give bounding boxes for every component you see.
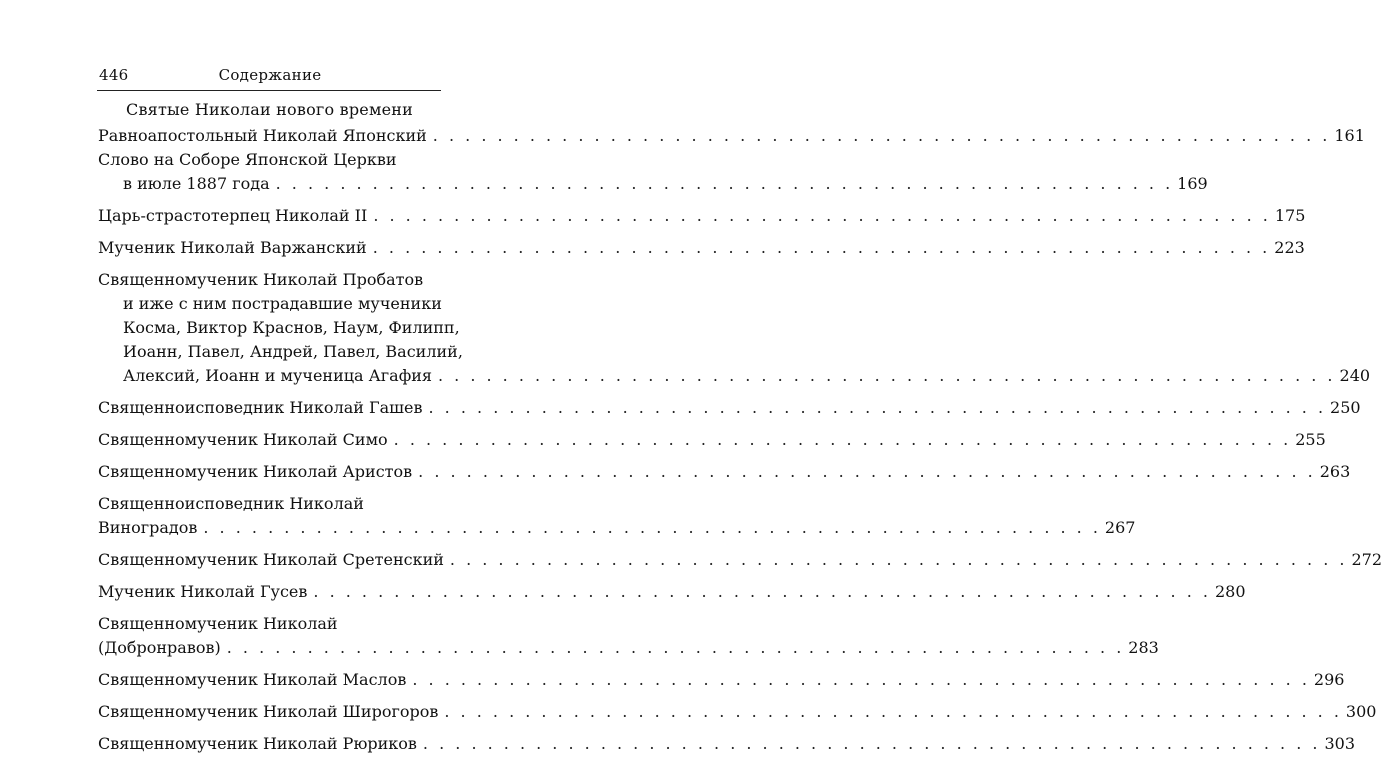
toc-entry-line bbox=[98, 428, 1326, 452]
dot-leader: . . . . . . . . . . . . . . . . . . . . . . . . . . . . . . . . . . . . . . . . . . . . . . . . . . . . . . . . bbox=[373, 206, 1271, 225]
toc-entry-line bbox=[98, 292, 443, 316]
toc-page-number: 283 bbox=[1128, 638, 1159, 657]
toc-entry-line bbox=[98, 668, 1345, 692]
toc-entry-title: Священномученик Николай Симо bbox=[98, 430, 388, 449]
toc-entry bbox=[98, 148, 1208, 196]
toc-entry-title: Равноапостольный Николай Японский bbox=[98, 126, 427, 145]
toc-entry-line bbox=[98, 204, 1306, 228]
toc-entry-line bbox=[98, 612, 443, 636]
dot-leader: . . . . . . . . . . . . . . . . . . . . . . . . . . . . . . . . . . . . . . . . . . . . . . . . . . . . . . . . bbox=[393, 430, 1292, 449]
toc-entry bbox=[98, 492, 1136, 540]
toc-page-number: 263 bbox=[1319, 462, 1351, 481]
toc-entry-line bbox=[98, 636, 1159, 660]
toc-entry-line bbox=[98, 516, 1136, 540]
toc-page-number: 296 bbox=[1313, 670, 1345, 689]
table-of-contents bbox=[98, 124, 1382, 756]
toc-entry bbox=[98, 732, 1356, 756]
dot-leader: . . . . . . . . . . . . . . . . . . . . . . . . . . . . . . . . . . . . . . . . . . . . . . . . . . . . . . . . bbox=[226, 638, 1125, 657]
toc-page-number: 223 bbox=[1274, 238, 1305, 257]
section-title: Святые Николаи нового времени bbox=[126, 100, 413, 119]
toc-page-number: 169 bbox=[1177, 174, 1208, 193]
toc-entry-title: Алексий, Иоанн и мученица Агафия bbox=[123, 366, 432, 385]
toc-entry bbox=[98, 548, 1382, 572]
toc-entry bbox=[98, 668, 1345, 692]
toc-entry-title: (Добронравов) bbox=[98, 638, 221, 657]
dot-leader: . . . . . . . . . . . . . . . . . . . . . . . . . . . . . . . . . . . . . . . . . . . . . . . . . . . . . . . . bbox=[418, 462, 1316, 481]
dot-leader: . . . . . . . . . . . . . . . . . . . . . . . . . . . . . . . . . . . . . . . . . . . . . . . . . . . . . . . . bbox=[313, 582, 1211, 601]
dot-leader: . . . . . . . . . . . . . . . . . . . . . . . . . . . . . . . . . . . . . . . . . . . . . . . . . . . . . . . . bbox=[449, 550, 1348, 569]
toc-entry-line bbox=[98, 396, 1361, 420]
toc-entry-title: Косма, Виктор Краснов, Наум, Филипп, bbox=[123, 318, 460, 337]
toc-entry bbox=[98, 580, 1246, 604]
toc-entry-line bbox=[98, 732, 1356, 756]
toc-entry-title: Священномученик Николай bbox=[98, 614, 338, 633]
page-number: 446 bbox=[99, 66, 129, 84]
dot-leader: . . . . . . . . . . . . . . . . . . . . . . . . . . . . . . . . . . . . . . . . . . . . . . . . . . . . . . . . bbox=[372, 238, 1271, 257]
toc-entry bbox=[98, 204, 1306, 228]
toc-page-number: 300 bbox=[1345, 702, 1377, 721]
toc-page-number: 303 bbox=[1324, 734, 1356, 753]
toc-page-number: 161 bbox=[1334, 126, 1365, 145]
dot-leader: . . . . . . . . . . . . . . . . . . . . . . . . . . . . . . . . . . . . . . . . . . . . . . . . . . . . . . . . bbox=[275, 174, 1174, 193]
toc-entry bbox=[98, 428, 1326, 452]
toc-page-number: 250 bbox=[1330, 398, 1361, 417]
dot-leader: . . . . . . . . . . . . . . . . . . . . . . . . . . . . . . . . . . . . . . . . . . . . . . . . . . . . . . . . bbox=[203, 518, 1101, 537]
toc-entry-line bbox=[98, 548, 1382, 572]
toc-entry bbox=[98, 396, 1361, 420]
toc-entry-title: и иже с ним пострадавшие мученики bbox=[123, 294, 442, 313]
toc-page-number: 272 bbox=[1351, 550, 1382, 569]
toc-page-number: 267 bbox=[1104, 518, 1136, 537]
toc-entry-title: Священномученик Николай Рюриков bbox=[98, 734, 417, 753]
toc-entry bbox=[98, 700, 1377, 724]
dot-leader: . . . . . . . . . . . . . . . . . . . . . . . . . . . . . . . . . . . . . . . . . . . . . . . . . . . . . . . . bbox=[444, 702, 1342, 721]
toc-entry-line bbox=[98, 460, 1351, 484]
dot-leader: . . . . . . . . . . . . . . . . . . . . . . . . . . . . . . . . . . . . . . . . . . . . . . . . . . . . . . . . bbox=[428, 398, 1327, 417]
toc-entry-title: Священномученик Николай Аристов bbox=[98, 462, 413, 481]
toc-entry-line bbox=[98, 316, 460, 340]
toc-entry-line bbox=[98, 492, 443, 516]
toc-entry bbox=[98, 236, 1305, 260]
toc-entry-title: Мученик Николай Гусев bbox=[98, 582, 308, 601]
dot-leader: . . . . . . . . . . . . . . . . . . . . . . . . . . . . . . . . . . . . . . . . . . . . . . . . . . . . . . . . bbox=[412, 670, 1310, 689]
running-title: Содержание bbox=[218, 66, 322, 84]
toc-entry-title: Виноградов bbox=[98, 518, 198, 537]
dot-leader: . . . . . . . . . . . . . . . . . . . . . . . . . . . . . . . . . . . . . . . . . . . . . . . . . . . . . . . . bbox=[437, 366, 1336, 385]
toc-page-number: 280 bbox=[1214, 582, 1246, 601]
toc-entry bbox=[98, 268, 1371, 388]
toc-entry-line bbox=[98, 172, 1208, 196]
toc-entry-title: Царь-страстотерпец Николай II bbox=[98, 206, 368, 225]
toc-page-number: 240 bbox=[1339, 366, 1371, 385]
dot-leader: . . . . . . . . . . . . . . . . . . . . . . . . . . . . . . . . . . . . . . . . . . . . . . . . . . . . . . . . bbox=[422, 734, 1321, 753]
toc-entry-line bbox=[98, 148, 443, 172]
toc-entry-title: Священномученик Николай Сретенский bbox=[98, 550, 444, 569]
toc-entry-line bbox=[98, 364, 1371, 388]
toc-entry-line bbox=[98, 700, 1377, 724]
header-rule bbox=[97, 90, 441, 91]
toc-entry bbox=[98, 124, 1365, 148]
toc-entry-title: Священномученик Николай Пробатов bbox=[98, 270, 424, 289]
toc-entry-line bbox=[98, 124, 1365, 148]
toc-entry bbox=[98, 460, 1351, 484]
toc-entry-title: Священномученик Николай Маслов bbox=[98, 670, 407, 689]
toc-entry-line bbox=[98, 236, 1305, 260]
toc-entry-line bbox=[98, 268, 443, 292]
toc-entry-line bbox=[98, 340, 463, 364]
toc-entry-title: Иоанн, Павел, Андрей, Павел, Василий, bbox=[123, 342, 463, 361]
toc-entry bbox=[98, 612, 1159, 660]
toc-entry-title: в июле 1887 года bbox=[123, 174, 270, 193]
toc-entry-title: Мученик Николай Варжанский bbox=[98, 238, 367, 257]
toc-entry-title: Священноисповедник Николай Гашев bbox=[98, 398, 423, 417]
toc-entry-title: Священномученик Николай Широгоров bbox=[98, 702, 439, 721]
dot-leader: . . . . . . . . . . . . . . . . . . . . . . . . . . . . . . . . . . . . . . . . . . . . . . . . . . . . . . . . bbox=[432, 126, 1331, 145]
toc-entry-title: Слово на Соборе Японской Церкви bbox=[98, 150, 397, 169]
toc-entry-title: Священноисповедник Николай bbox=[98, 494, 364, 513]
toc-entry-line bbox=[98, 580, 1246, 604]
toc-page-number: 255 bbox=[1295, 430, 1326, 449]
toc-page-number: 175 bbox=[1274, 206, 1306, 225]
